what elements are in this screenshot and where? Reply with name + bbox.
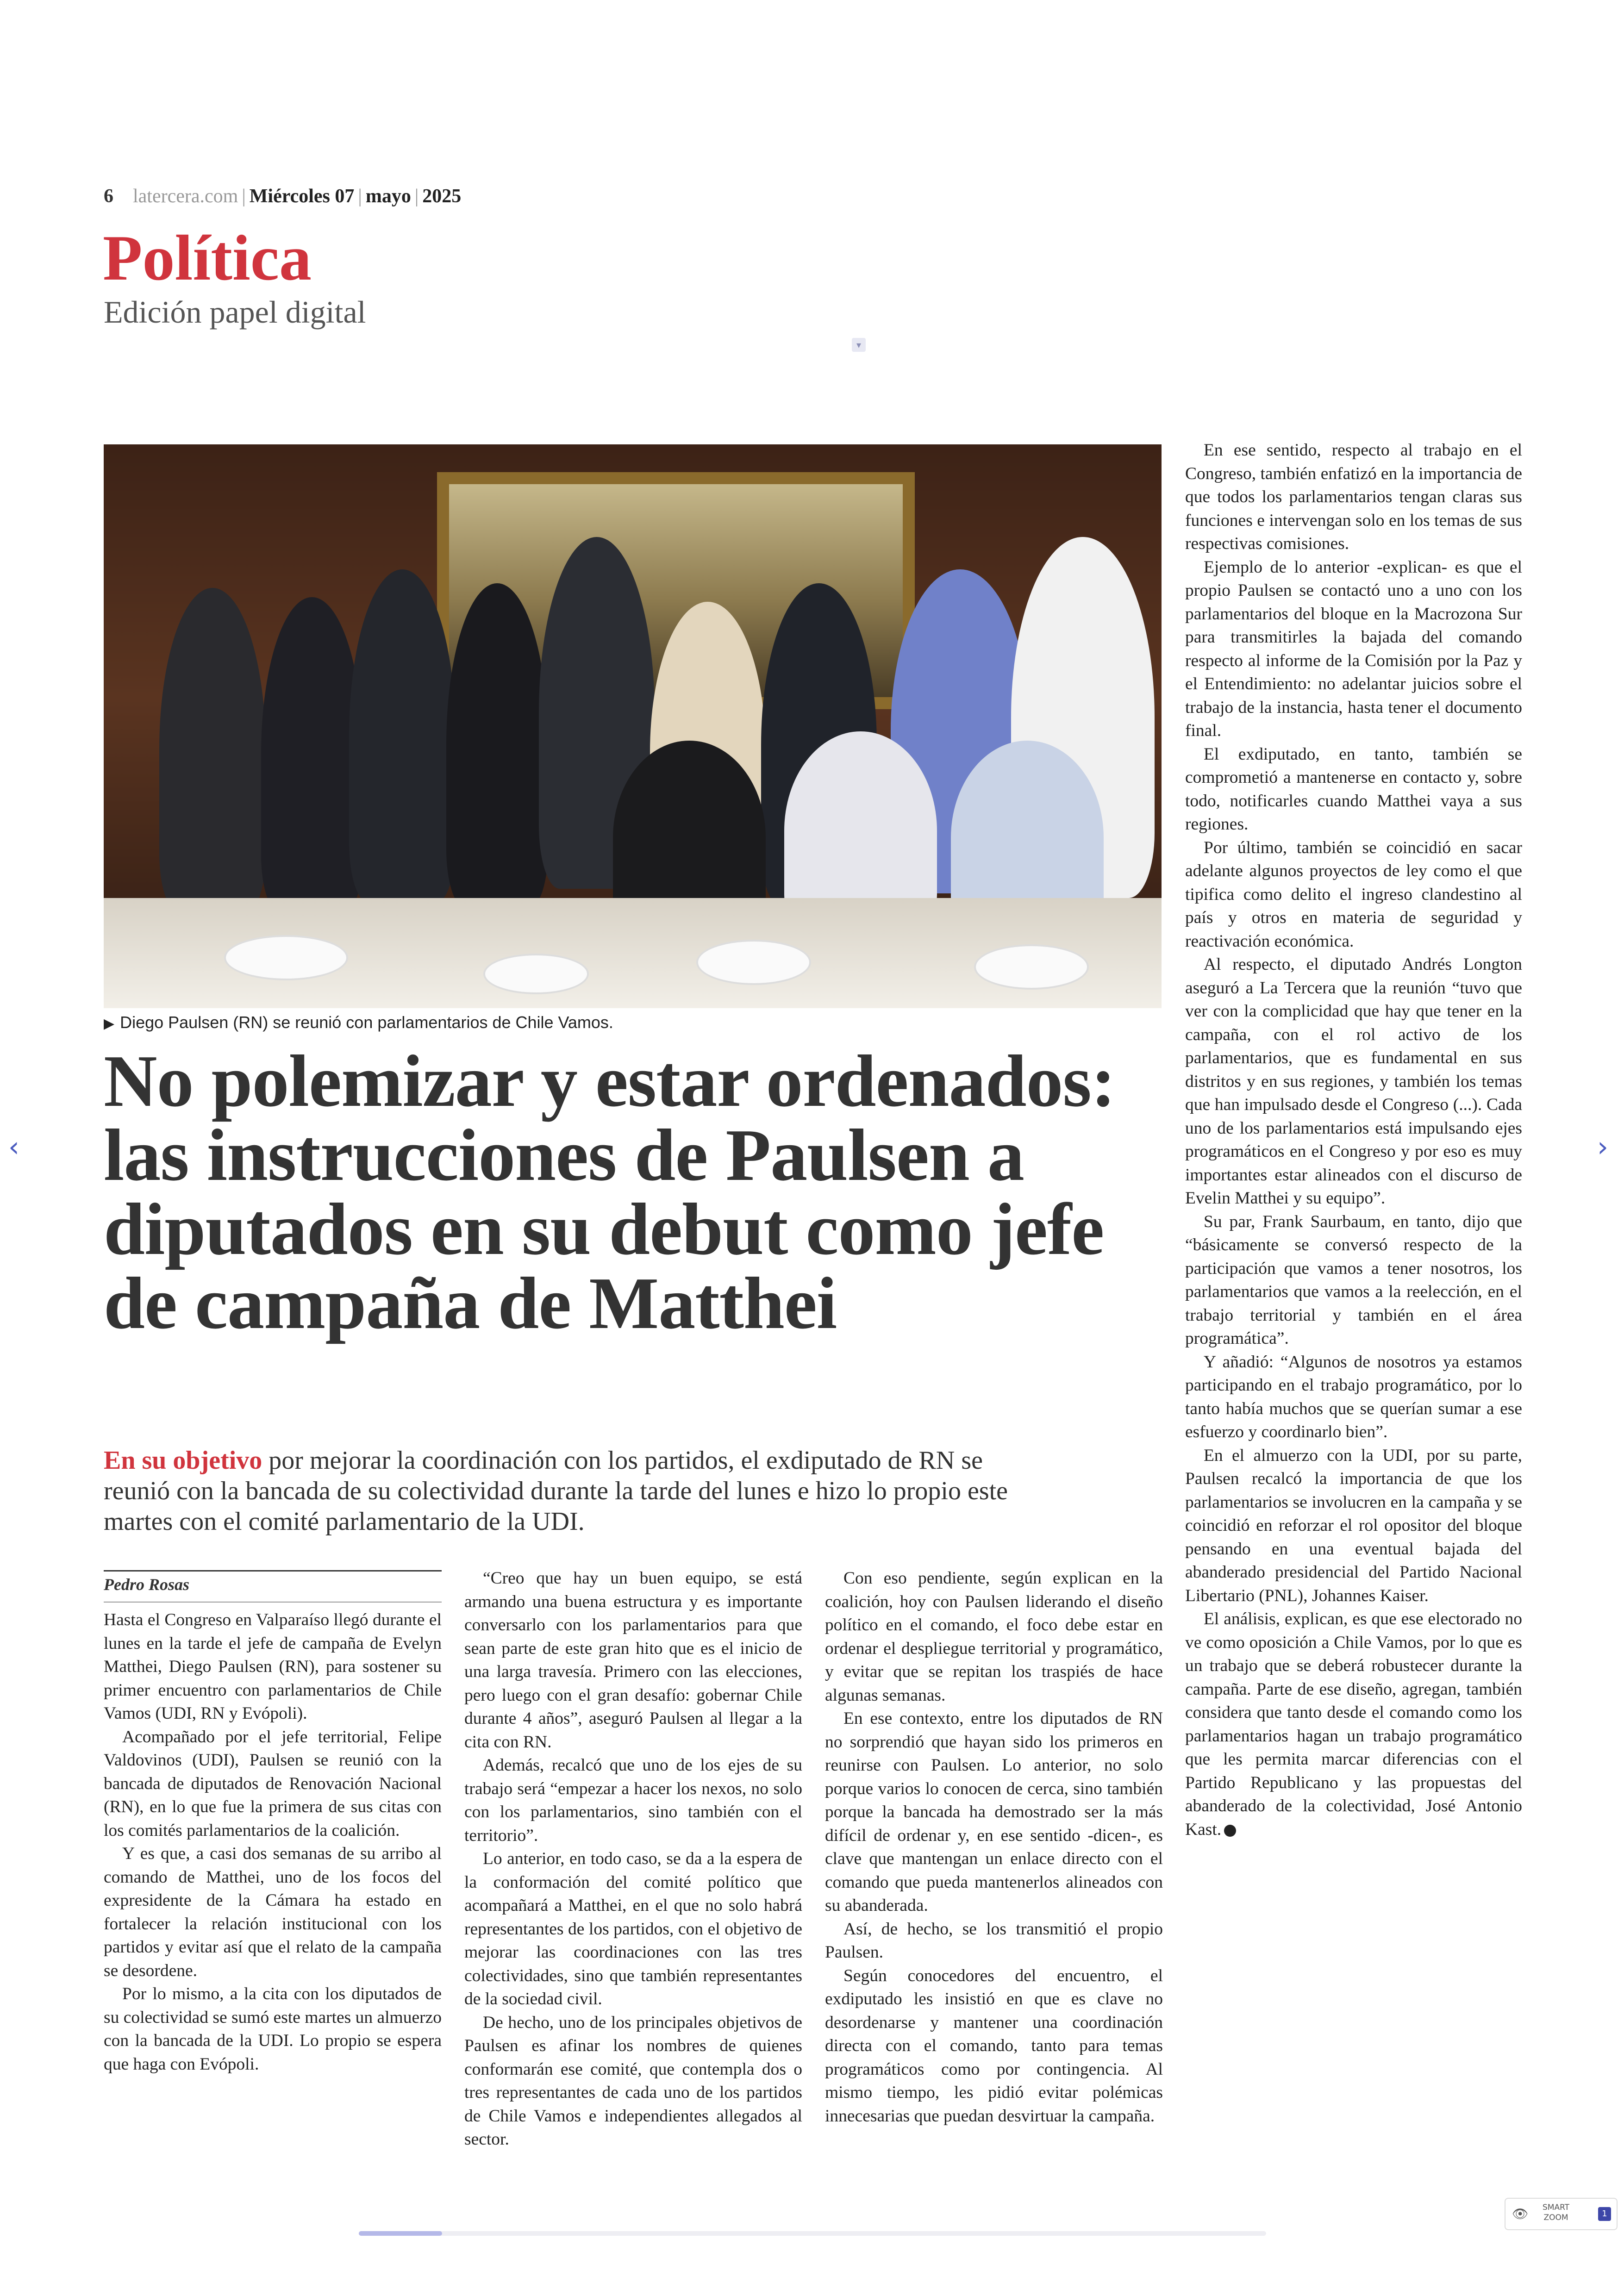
paragraph: Hasta el Congreso en Valparaíso llegó durante el lunes en la tarde el jefe de campaña de Evelyn Matthei, Diego Paulsen (RN), para sostener su primer encuentro con parlamentarios de Chile Vamos (UDI, RN y Evópoli). (104, 1610, 442, 1723)
page-count-badge: 1 (1598, 2207, 1611, 2221)
paragraph: Acompañado por el jefe territorial, Felipe Valdovinos (UDI), Paulsen se reunió con la bancada de diputados de Renovación Nacional (RN), en lo que fue la primera de sus citas con los comités parlamentarios de la coalición. (104, 1727, 442, 1840)
author-byline: Pedro Rosas (104, 1575, 190, 1594)
paragraph: “Creo que hay un buen equipo, se está armando una buena estructura y es importante conversarlo con los parlamentarios para que sean parte de este gran hito que es el inicio de una larga travesía. Primero con las elecciones, pero luego con el gran desafío: gobernar Chile durante 4 años”, aseguró Paulsen al llegar a la cita con RN. (464, 1569, 802, 1752)
section-title: Política (103, 222, 312, 294)
paragraph: Por lo mismo, a la cita con los diputados de su colectividad se sumó este martes un almuerzo con la bancada de la UDI. Lo propio se espera que haga con Evópoli. (104, 1984, 442, 2074)
page-marker-icon: ▾ (852, 338, 866, 352)
article-photo (104, 444, 1162, 1008)
deck-lead: En su objetivo (104, 1446, 262, 1475)
body-column-2 (464, 1567, 802, 2152)
page-progress-fill (359, 2231, 442, 2236)
edition-subtitle: Edición papel digital (104, 294, 366, 330)
body-column-1 (104, 1609, 442, 2076)
paragraph: Según conocedores del encuentro, el exdiputado les insistió en que es clave no desordenarse y mantener una coordinación directa con el comando, tanto para temas programáticos como por contingencia. Al mismo tiempo, les pidió evitar polémicas innecesarias que puedan desvirtuar la campaña. (825, 1966, 1163, 2126)
deck-text: por mejorar la coordinación con los partidos, el exdiputado de RN se reunió con la bancada de su colectividad durante la tarde del lunes e hizo lo propio este martes con el comité parlamentario de la UDI. (104, 1446, 1008, 1536)
paragraph: El exdiputado, en tanto, también se comprometió a mantenerse en contacto y, sobre todo, notificarles cuando Matthei vaya a sus regiones. (1185, 744, 1522, 834)
page-number: 6 (104, 186, 113, 207)
paragraph: Además, recalcó que uno de los ejes de su trabajo será “empezar a hacer los nexos, no solo con los parlamentarios, sino también con el territorio”. (464, 1756, 802, 1845)
end-of-article-icon (1224, 1825, 1236, 1837)
page-header: 6 latercera.com | Miércoles 07 | mayo | 2025 (104, 186, 462, 207)
photo-caption: ▶ Diego Paulsen (RN) se reunió con parlamentarios de Chile Vamos. (104, 1013, 613, 1032)
paragraph: En ese contexto, entre los diputados de RN no sorprendió que hayan sido los primeros en reunirse con Paulsen. Lo anterior, no solo porque varios lo conocen de cerca, sino también porque la bancada ha demostrado ser la más difícil de ordenar y, en ese sentido -dicen-, es clave que mantengan un enlace directo con el comando que pueda mantenerlos alineados con su abanderada. (825, 1709, 1163, 1915)
page-progress-bar[interactable] (359, 2231, 1266, 2236)
header-year: 2025 (422, 186, 462, 207)
smart-zoom-button[interactable] (1505, 2198, 1618, 2230)
paragraph: De hecho, uno de los principales objetivos de Paulsen es afinar los nombres de quienes conformarán ese comité, que contempla dos o tres representantes de cada uno de los partidos de Chile Vamos e independientes allegados al sector. (464, 2013, 802, 2149)
body-column-4 (1185, 439, 1522, 1841)
smart-zoom-label: SMART ZOOM (1543, 2203, 1570, 2222)
paragraph: Lo anterior, en todo caso, se da a la espera de la conformación del comité político que acompañará a Matthei, en el que no solo habrá representantes de los partidos, con el objetivo de mejorar las coordinaciones con las tres colectividades, sino que también representantes de la sociedad civil. (464, 1849, 802, 2008)
eye-icon: 👁 (1512, 2206, 1529, 2221)
paragraph: Su par, Frank Saurbaum, en tanto, dijo que “básicamente se conversó respecto de la participación que vamos a tener nosotros, los parlamentarios que vamos a la reelección, en el trabajo territorial y también en el área programática”. (1185, 1212, 1522, 1348)
paragraph-last: El análisis, explican, es que ese electorado no ve como oposición a Chile Vamos, por lo que es un trabajo que se deberá robustecer durante la campaña. Parte de ese diseño, agregan, también considera que tanto desde el comando como los parlamentarios hagan un trabajo programático que les permita marcar diferencias con el Partido Republicano y las propuestas del abanderado de la colectividad, José Antonio Kast. (1185, 1609, 1522, 1839)
paragraph: Por último, también se coincidió en sacar adelante algunos proyectos de ley como el que tipifica como delito el ingreso clandestino al país y otros en materia de seguridad y reactivación económica. (1185, 838, 1522, 951)
article-headline: No polemizar y estar ordenados: las instrucciones de Paulsen a diputados en su debut como jefe de campaña de Matthei (104, 1040, 1116, 1344)
chevron-right-icon[interactable]: › (1597, 1131, 1608, 1163)
chevron-left-icon[interactable]: ‹ (8, 1131, 19, 1163)
paragraph: Y añadió: “Algunos de nosotros ya estamos participando en el trabajo programático, por lo tanto había muchos que se querían sumar a ese esfuerzo y coordinarlo bien”. (1185, 1352, 1522, 1441)
paragraph: Así, de hecho, se los transmitió el propio Paulsen. (825, 1919, 1163, 1962)
paragraph: Ejemplo de lo anterior -explican- es que el propio Paulsen se contactó uno a uno con los parlamentarios del bloque en la Macrozona Sur para transmitirles la bajada del comando respecto al informe de la Comisión por la Paz y el Entendimiento: no adelantar juicios sobre el trabajo de la instancia, hasta tener el documento final. (1185, 557, 1522, 740)
body-column-3 (825, 1567, 1163, 2128)
byline-rule-bottom (104, 1602, 442, 1603)
byline-rule (104, 1570, 442, 1572)
paragraph: Al respecto, el diputado Andrés Longton aseguró a La Tercera que la reunión “tuvo que ver con la complicidad que hay que tener en la campaña, con el rol activo de los parlamentarios, que es fundamental en sus distritos y en sus regiones, y también los temas que han impulsado desde el Congreso (...). Cada uno de los parlamentarios está impulsando ejes programáticos en el Congreso y por eso es muy importantes estar alineados con el discurso de Evelin Matthei y su equipo”. (1185, 955, 1522, 1208)
header-day: Miércoles 07 (249, 186, 355, 207)
site-name: latercera.com (133, 186, 238, 207)
paragraph: En ese sentido, respecto al trabajo en el Congreso, también enfatizó en la importancia de que todos los parlamentarios tengan claras sus funciones e intervengan solo en los temas de sus respectivas comisiones. (1185, 441, 1522, 553)
article-deck (104, 1445, 1011, 1537)
paragraph: En el almuerzo con la UDI, por su parte, Paulsen recalcó la importancia de que los parlamentarios se involucren en la campaña y se coincidió en reforzar el rol opositor del bloque pensando en una eventual bajada del abanderado presidencial del Partido Nacional Libertario (PNL), Johannes Kaiser. (1185, 1446, 1522, 1605)
caption-triangle-icon: ▶ (104, 1016, 115, 1031)
paragraph: Con eso pendiente, según explican en la coalición, hoy con Paulsen liderando el diseño político en el comando, el foco debe estar en ordenar el despliegue territorial y programático, y evitar que se repitan los traspiés de hace algunas semanas. (825, 1569, 1163, 1705)
paragraph: Y es que, a casi dos semanas de su arribo al comando de Matthei, uno de los focos del expresidente de la Cámara ha estado en fortalecer la relación institucional con los partidos y evitar así que el relato de la campaña se desordene. (104, 1844, 442, 1980)
header-month: mayo (365, 186, 411, 207)
